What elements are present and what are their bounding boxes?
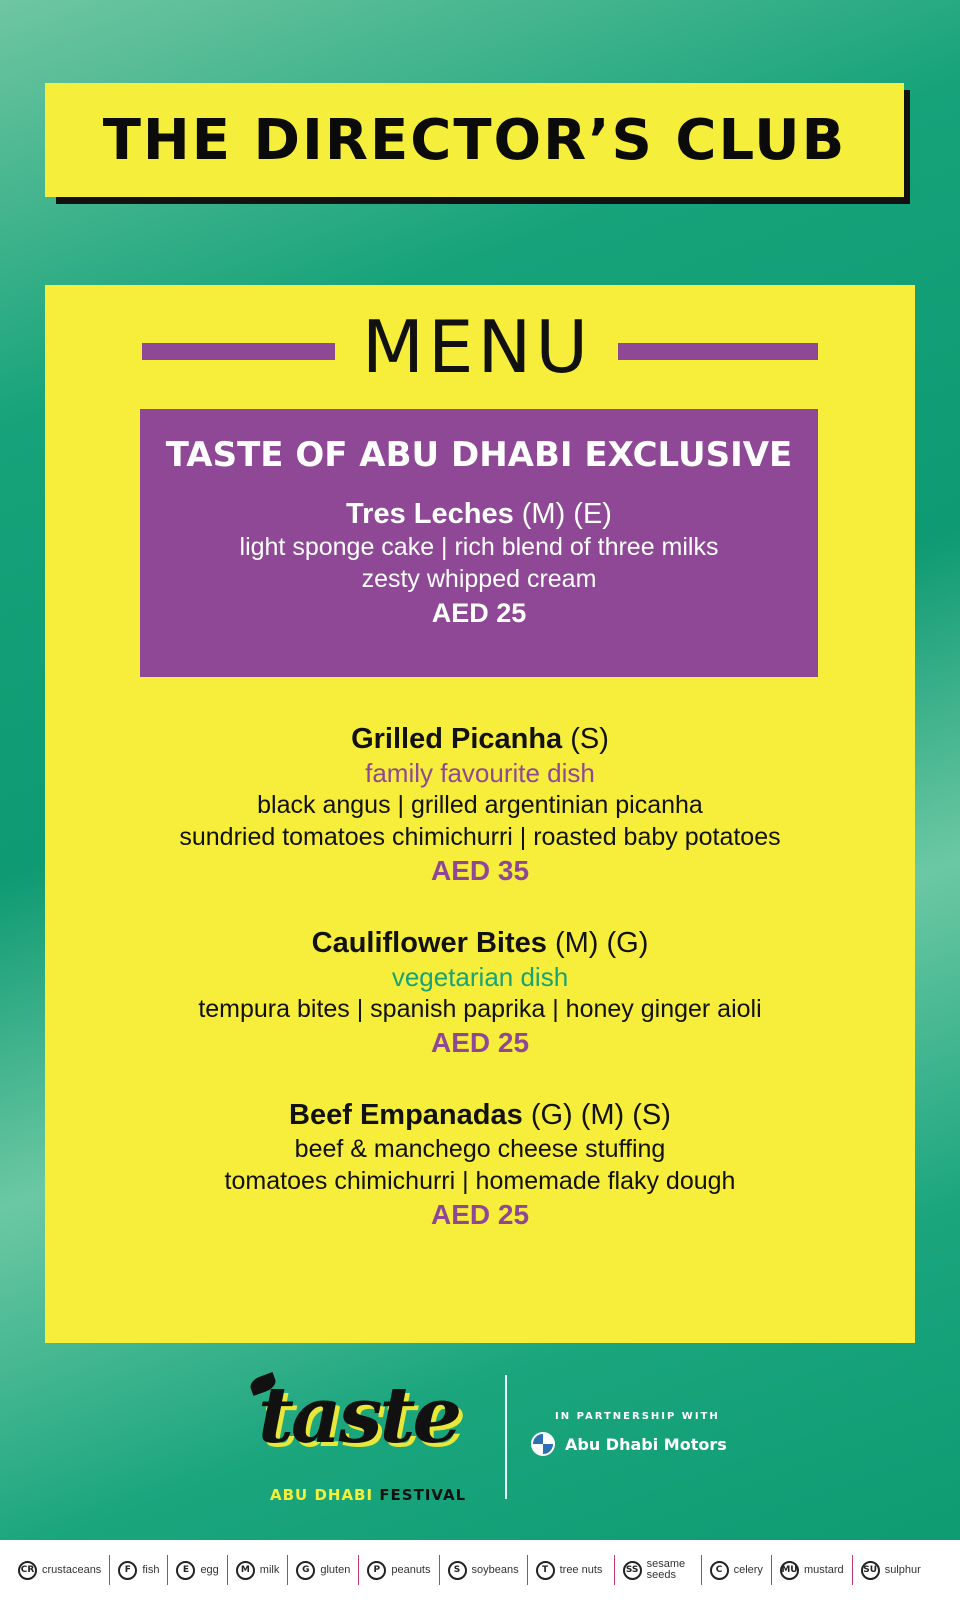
- taste-festival-logo: [240, 1370, 480, 1504]
- legend-item: [853, 1554, 929, 1586]
- legend-item: [702, 1554, 771, 1586]
- dish-description: beef & manchego cheese stuffing: [294, 1135, 666, 1163]
- allergen-badge-icon: CR: [18, 1561, 37, 1580]
- dish-heading: [45, 1097, 915, 1133]
- legend-item: [528, 1554, 614, 1586]
- festival-name: [270, 1486, 466, 1504]
- allergen-legend: [0, 1540, 960, 1600]
- legend-item: [168, 1554, 226, 1586]
- dish-price: AED 25: [430, 1027, 530, 1058]
- dish-name: Cauliflower Bites: [311, 927, 547, 959]
- dish-allergens: (S): [570, 723, 609, 755]
- legend-item: [10, 1554, 109, 1586]
- allergen-label: soybeans: [471, 1563, 519, 1576]
- dish-allergens: (G) (M) (S): [530, 1099, 671, 1131]
- allergen-badge-icon: SS: [623, 1561, 642, 1580]
- dish-description: black angus | grilled argentinian picanha: [257, 791, 703, 819]
- allergen-label: mustard: [803, 1563, 844, 1576]
- allergen-badge-icon: P: [367, 1561, 386, 1580]
- allergen-label: celery: [733, 1563, 763, 1576]
- dish-name: Beef Empanadas: [289, 1099, 523, 1131]
- allergen-label: milk: [259, 1563, 280, 1576]
- allergen-label: sesame seeds: [646, 1558, 686, 1581]
- exclusive-box: [140, 409, 818, 677]
- legend-item: [440, 1554, 527, 1586]
- festival-name-suffix: FESTIVAL: [379, 1486, 467, 1504]
- exclusive-dish-heading: [140, 497, 818, 531]
- allergen-label: gluten: [320, 1563, 351, 1576]
- partnership-label: IN PARTNERSHIP WITH: [555, 1411, 720, 1422]
- dish-heading: [45, 925, 915, 961]
- allergen-label: sulphur: [884, 1563, 921, 1576]
- dish-price: AED 35: [430, 855, 530, 886]
- menu-divider-left: [142, 343, 335, 360]
- legend-item: [228, 1554, 288, 1586]
- allergen-badge-icon: M: [236, 1561, 255, 1580]
- taste-logo-word: taste: [258, 1370, 460, 1461]
- allergen-label: tree nuts: [559, 1563, 603, 1576]
- dish-tag: family favourite dish: [365, 758, 595, 788]
- menu-item-grilled-picanha: [45, 721, 915, 889]
- dish-description: tempura bites | spanish paprika | honey ginger aioli: [198, 995, 762, 1023]
- festival-name-city: ABU DHABI: [270, 1486, 374, 1504]
- allergen-label: peanuts: [391, 1563, 431, 1576]
- title-banner: [45, 83, 904, 197]
- bmw-roundel-icon: [531, 1432, 555, 1456]
- allergen-badge-icon: C: [710, 1561, 729, 1580]
- page-title: THE DIRECTOR’S CLUB: [102, 107, 847, 173]
- menu-heading: MENU: [361, 305, 593, 389]
- dish-price: AED 25: [430, 1199, 530, 1230]
- partner-name: Abu Dhabi Motors: [565, 1434, 727, 1454]
- legend-item: [110, 1554, 167, 1586]
- legend-item: [615, 1554, 701, 1586]
- allergen-label: crustaceans: [42, 1563, 102, 1576]
- allergen-badge-icon: MU: [780, 1561, 799, 1580]
- menu-panel: [45, 285, 915, 1343]
- allergen-badge-icon: SU: [861, 1561, 880, 1580]
- dish-name: Grilled Picanha: [351, 723, 563, 755]
- allergen-badge-icon: S: [448, 1561, 467, 1580]
- menu-divider-right: [618, 343, 818, 360]
- allergen-label: egg: [200, 1563, 219, 1576]
- dish-description: sundried tomatoes chimichurri | roasted baby potatoes: [179, 823, 781, 851]
- exclusive-dish-description: light sponge cake | rich blend of three milks: [239, 533, 719, 561]
- exclusive-dish-name: Tres Leches: [346, 498, 514, 530]
- exclusive-dish-description: zesty whipped cream: [361, 565, 597, 593]
- allergen-badge-icon: F: [118, 1561, 137, 1580]
- allergen-badge-icon: G: [296, 1561, 315, 1580]
- logo-divider: [505, 1375, 507, 1499]
- legend-item: [288, 1554, 358, 1586]
- legend-item: [772, 1554, 852, 1586]
- dish-allergens: (M) (G): [554, 927, 649, 959]
- allergen-label: fish: [142, 1563, 160, 1576]
- dish-heading: [45, 721, 915, 757]
- allergen-badge-icon: E: [176, 1561, 195, 1580]
- allergen-badge-icon: T: [536, 1561, 555, 1580]
- exclusive-dish-price: AED 25: [431, 598, 527, 628]
- dish-description: tomatoes chimichurri | homemade flaky dough: [224, 1167, 736, 1195]
- menu-item-beef-empanadas: [45, 1097, 915, 1233]
- partner-logo: [531, 1432, 727, 1456]
- exclusive-title: TASTE OF ABU DHABI EXCLUSIVE: [165, 435, 793, 475]
- exclusive-dish-allergens: (M) (E): [521, 498, 612, 530]
- legend-item: [359, 1554, 438, 1586]
- menu-item-cauliflower-bites: [45, 925, 915, 1061]
- dish-tag: vegetarian dish: [391, 962, 569, 992]
